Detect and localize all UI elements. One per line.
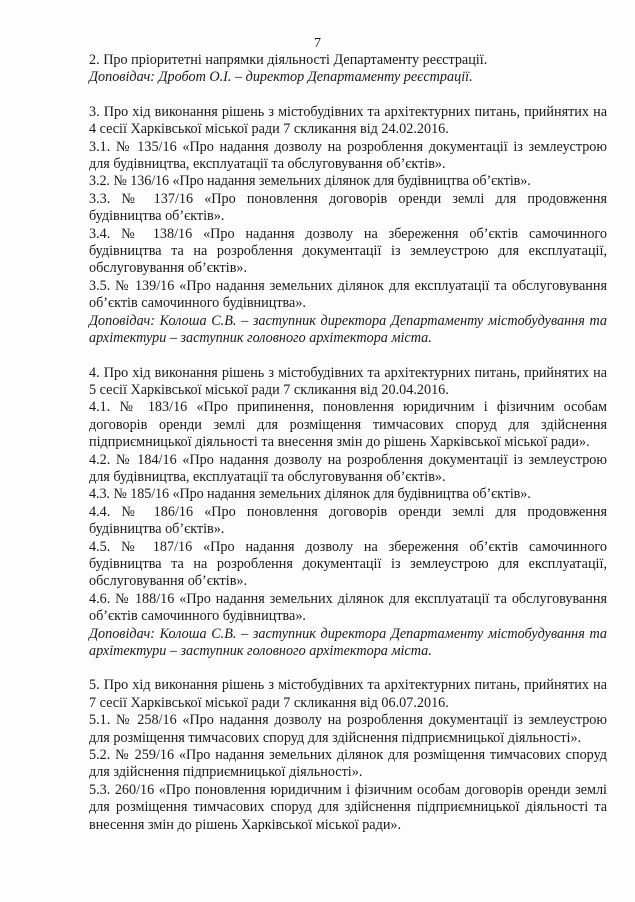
speaker-line: Доповідач: Дробот О.І. – директор Департаменту реєстрації. xyxy=(89,69,473,86)
agenda-section-heading: 3. Про хід виконання рішень з містобудівних та архітектурних питань, прийнятих на 4 сесії Харківської міської ради 7 скликання від 24.02.2016. xyxy=(89,103,607,138)
agenda-item: 4.5. № 187/16 «Про надання дозволу на збереження об’єктів самочинного будівництва та на розроблення документації із землеустрою для експлуатації, обслуговування об’єктів». xyxy=(89,538,607,590)
agenda-item: 5.3. 260/16 «Про поновлення юридичним і фізичним особам договорів оренди землі для розміщення тимчасових споруд для здійснення підприємницької діяльності та внесення змін до рішень Харківської міської ради». xyxy=(89,781,607,833)
agenda-item: 4.4. № 186/16 «Про поновлення договорів оренди землі для продовження будівництва об’єктів». xyxy=(89,503,607,538)
page-number: 7 xyxy=(314,36,321,51)
agenda-section-heading: 4. Про хід виконання рішень з містобудівних та архітектурних питань, прийнятих на 5 сесії Харківської міської ради 7 скликання від 20.04.2016. xyxy=(89,364,607,398)
agenda-item: 3.2. № 136/16 «Про надання земельних ділянок для будівництва об’єктів». xyxy=(89,173,531,190)
agenda-item: 4.1. № 183/16 «Про припинення, поновлення юридичним і фізичним особам договорів оренди землі для розміщення тимчасових споруд для здійснення підприємницької діяльності та внесення змін до рішень Харківської міської ради». xyxy=(89,399,607,451)
agenda-item: 4.2. № 184/16 «Про надання дозволу на розроблення документації із землеустрою для будівництва, експлуатації та обслуговування об’єктів». xyxy=(89,451,607,485)
speaker-line: Доповідач: Колоша С.В. – заступник директора Департаменту містобудування та архітектури – заступник головного архітектора міста. xyxy=(89,625,607,659)
speaker-line: Доповідач: Колоша С.В. – заступник директора Департаменту містобудування та архітектури – заступник головного архітектора міста. xyxy=(89,312,607,347)
agenda-item: 2. Про пріоритетні напрямки діяльності Департаменту реєстрації. xyxy=(89,52,488,68)
agenda-item: 3.5. № 139/16 «Про надання земельних ділянок для експлуатації та обслуговування об’єктів самочинного будівництва». xyxy=(89,277,607,312)
agenda-content xyxy=(89,52,607,834)
agenda-item: 3.3. № 137/16 «Про поновлення договорів оренди землі для продовження будівництва об’єктів». xyxy=(89,190,607,225)
agenda-section-heading: 5. Про хід виконання рішень з містобудівних та архітектурних питань, прийнятих на 7 сесії Харківської міської ради 7 скликання від 06.07.2016. xyxy=(89,677,607,711)
agenda-item: 5.2. № 259/16 «Про надання земельних ділянок для розміщення тимчасових споруд для здійснення підприємницької діяльності». xyxy=(89,747,607,781)
agenda-item: 5.1. № 258/16 «Про надання дозволу на розроблення документації із землеустрою для розміщення тимчасових споруд для здійснення підприємницької діяльності». xyxy=(89,712,607,746)
agenda-item: 4.6. № 188/16 «Про надання земельних ділянок для експлуатації та обслуговування об’єктів самочинного будівництва». xyxy=(89,590,607,625)
agenda-item: 4.3. № 185/16 «Про надання земельних ділянок для будівництва об’єктів». xyxy=(89,486,531,503)
agenda-item: 3.1. № 135/16 «Про надання дозволу на розроблення документації із землеустрою для будівництва, експлуатації та обслуговування об’єктів». xyxy=(89,138,607,173)
agenda-item: 3.4. № 138/16 «Про надання дозволу на збереження об’єктів самочинного будівництва та на розроблення документації із землеустрою для експлуатації, обслуговування об’єктів». xyxy=(89,225,607,277)
